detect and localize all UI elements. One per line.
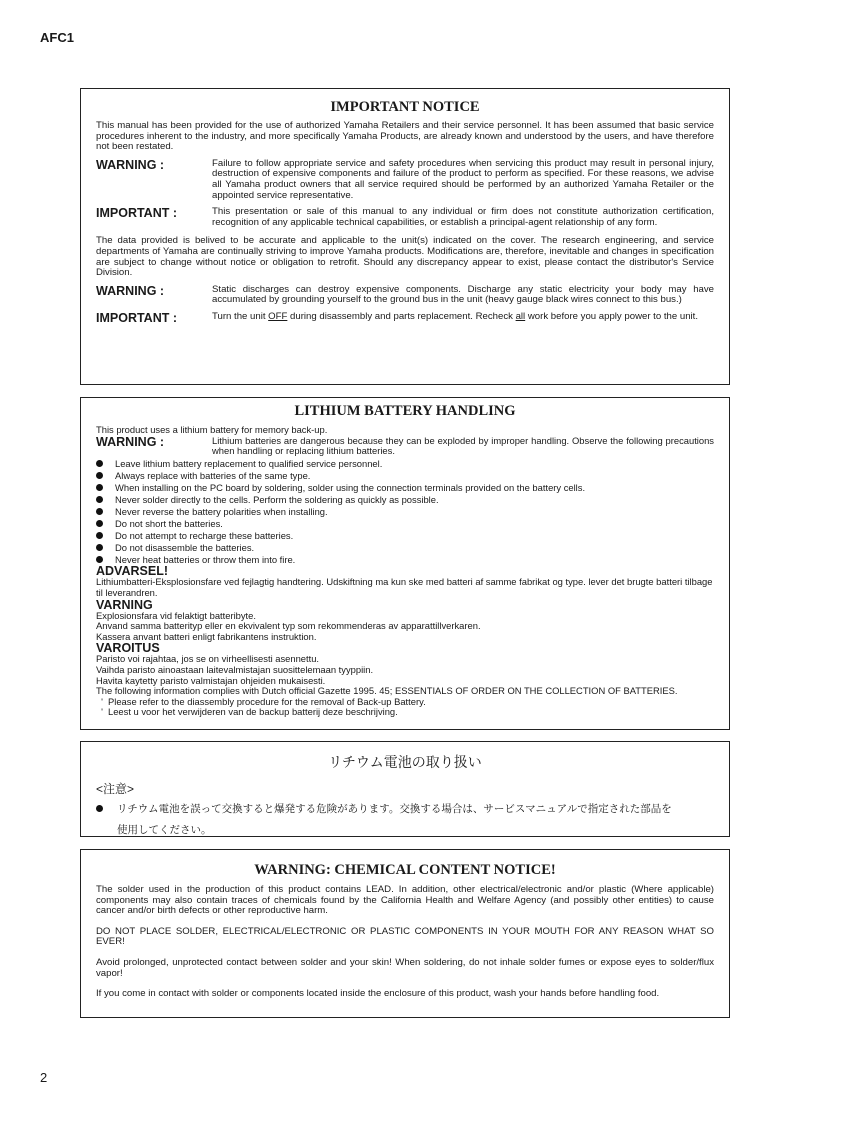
bullet-text: Never solder directly to the cells. Perform the soldering as quickly as possible.: [115, 493, 439, 505]
japanese-line-1: リチウム電池を誤って交換すると爆発する危険があります。交換する場合は、サービスマニュアルで指定された部品を: [117, 803, 672, 815]
bullet-icon: [96, 532, 103, 539]
varning-heading: VARNING: [96, 597, 153, 612]
lithium-bullet-list: [96, 457, 714, 565]
notice-warning-1: [96, 159, 714, 201]
important-label: IMPORTANT :: [96, 310, 178, 325]
tick-mark: ': [101, 695, 103, 707]
lithium-bullet-item: [96, 517, 714, 529]
varoitus-line: Paristo voi rajahtaa, jos se on virheellisesti asennettu.: [96, 653, 320, 665]
advarsel-heading: ADVARSEL!: [96, 564, 168, 579]
warning-text: Lithium batteries are dangerous because they can be exploded by improper handling. Observe the following precautions when handling or replacing lithium batteries.: [212, 434, 714, 456]
page-number: 2: [40, 1070, 48, 1085]
bullet-icon: [96, 556, 103, 563]
notice-important-2: [96, 312, 714, 324]
japanese-title: リチウム電池の取り扱い: [328, 754, 482, 770]
warning-label: WARNING :: [96, 283, 165, 298]
bullet-icon: [96, 544, 103, 551]
japanese-caution: <注意>: [96, 782, 135, 796]
page-header-model: AFC1: [40, 30, 74, 45]
bullet-text: Always replace with batteries of the same type.: [115, 469, 311, 481]
bullet-text: Do not short the batteries.: [115, 517, 223, 529]
text-fragment: Turn the unit: [212, 310, 269, 322]
text-fragment: during disassembly and parts replacement. Recheck: [287, 310, 516, 322]
japanese-bullet: [96, 801, 714, 816]
chemical-notice-box: [80, 849, 730, 1018]
chemical-paragraph-2: DO NOT PLACE SOLDER, ELECTRICAL/ELECTRONIC OR PLASTIC COMPONENTS IN YOUR MOUTH FOR ANY REASON WHAT SO EVER!: [96, 925, 714, 948]
bullet-text: When installing on the PC board by soldering, solder using the connection terminals provided on the battery cells.: [115, 481, 586, 493]
warning-text: Failure to follow appropriate service and safety procedures when servicing this product may result in personal injury, destruction of expensive components and failure of the product to perform as specified. For these reasons, we advise all Yamaha product owners that all service required should be performed by an authorized Yamaha Retailer or the appointed service representative.: [212, 157, 714, 201]
bullet-icon: [96, 496, 103, 503]
lithium-bullet-item: [96, 505, 714, 517]
varning-line: Anvand samma batterityp eller en ekvivalent typ som rekommenderas av apparattillverkaren.: [96, 620, 481, 632]
varoitus-line: The following information complies with Dutch official Gazette 1995. 45; ESSENTIALS OF ORDER ON THE COLLECTION OF BATTERIES.: [96, 685, 678, 697]
varoitus-heading: VAROITUS: [96, 641, 160, 656]
tick-line-text: Leest u voor het verwijderen van de backup batterij deze beschrijving.: [108, 706, 398, 718]
lithium-bullet-item: [96, 541, 714, 553]
warning-label: WARNING :: [96, 157, 165, 172]
lithium-bullet-item: [96, 481, 714, 493]
all-emphasis: all: [515, 310, 526, 322]
bullet-text: Do not attempt to recharge these batteries.: [115, 529, 294, 541]
warning-text: Static discharges can destroy expensive components. Discharge any static electricity your body may have accumulated by grounding yourself to the ground bus in the unit (heavy gauge black wires connect to this bus.): [212, 283, 714, 306]
important-text: This presentation or sale of this manual to any individual or firm does not constitute authorization certification, recognition of any applicable technical capabilities, or establish a principal-agent relationship of any form.: [212, 206, 714, 228]
tick-line: [96, 707, 714, 718]
lithium-battery-box: [80, 397, 730, 730]
varning-line: Kassera anvant batteri enligt fabrikantens instruktion.: [96, 630, 317, 642]
bullet-icon: [96, 472, 103, 479]
notice-important-1: [96, 207, 714, 228]
japanese-line-2: 使用してください。: [117, 824, 212, 836]
lithium-bullet-item: [96, 457, 714, 469]
important-notice-title: IMPORTANT NOTICE: [330, 99, 480, 115]
important-text: [212, 312, 714, 323]
notice-data-paragraph: The data provided is belived to be accurate and applicable to the unit(s) indicated on the cover. The research engineering, and service departments of Yamaha are continually striving to improve Yamaha products. Modifications are, therefore, inevitable and changes in specification are subject to change without notice or obligation to retrofit. Should any discrepancy appear to exist, please contact the distributor's Service Division.: [96, 235, 714, 279]
important-label: IMPORTANT :: [96, 206, 178, 221]
chemical-paragraph-4: If you come in contact with solder or components located inside the enclosure of this product, wash your hands before handling food.: [96, 988, 660, 1000]
lithium-title: LITHIUM BATTERY HANDLING: [294, 403, 516, 419]
off-emphasis: OFF: [268, 310, 288, 322]
chemical-paragraph-3: Avoid prolonged, unprotected contact between solder and your skin! When soldering, do not inhale solder fumes or expose eyes to solder/flux vapor!: [96, 956, 714, 979]
important-notice-box: [80, 88, 730, 385]
bullet-icon: [96, 520, 103, 527]
lithium-warning: [96, 436, 714, 457]
text-fragment: work before you apply power to the unit.: [525, 310, 698, 322]
lithium-bullet-item: [96, 493, 714, 505]
varoitus-line: Havita kaytetty paristo valmistajan ohjeiden mukaisesti.: [96, 674, 326, 686]
lithium-intro: This product uses a lithium battery for memory back-up.: [96, 424, 328, 435]
varoitus-line: Vaihda paristo ainoastaan laitevalmistajan suosittelemaan tyyppiin.: [96, 663, 374, 675]
bullet-icon: [96, 508, 103, 515]
bullet-text: Leave lithium battery replacement to qualified service personnel.: [115, 457, 383, 469]
tick-mark: ': [101, 706, 103, 718]
bullet-icon: [96, 805, 103, 812]
bullet-text: Do not disassemble the batteries.: [115, 541, 255, 553]
warning-label: WARNING :: [96, 434, 165, 449]
chemical-title: WARNING: CHEMICAL CONTENT NOTICE!: [254, 862, 556, 878]
lithium-bullet-item: [96, 529, 714, 541]
chemical-paragraph-1: The solder used in the production of this product contains LEAD. In addition, other electrical/electronic and/or plastic (Where applicable) components may also contain traces of chemicals found by the California Health and Welfare Agency (and possibly other entities) to cause cancer and/or birth defects or other reproductive harm.: [96, 884, 714, 917]
bullet-text: Never reverse the battery polarities when installing.: [115, 505, 328, 517]
bullet-text: Never heat batteries or throw them into fire.: [115, 553, 296, 565]
tick-line-text: Please refer to the diassembly procedure for the removal of Back-up Battery.: [108, 695, 426, 707]
japanese-battery-box: [80, 741, 730, 837]
advarsel-text: Lithiumbatteri-Eksplosionsfare ved fejlagtig handtering. Udskiftning ma kun ske med batteri af samme fabrikat og type. lever det brugte batteri tilbage til leverandren.: [96, 576, 713, 598]
bullet-icon: [96, 460, 103, 467]
notice-warning-2: [96, 285, 714, 306]
notice-intro: This manual has been provided for the use of authorized Yamaha Retailers and their service personnel. It has been assumed that basic service procedures inherent to the industry, and more specifically Yamaha Products, are already known and understood by the users, and have therefore not been restated.: [96, 120, 714, 153]
varning-line: Explosionsfara vid felaktigt batteribyte.: [96, 609, 256, 621]
bullet-icon: [96, 484, 103, 491]
lithium-bullet-item: [96, 469, 714, 481]
lithium-bullet-item: [96, 553, 714, 565]
